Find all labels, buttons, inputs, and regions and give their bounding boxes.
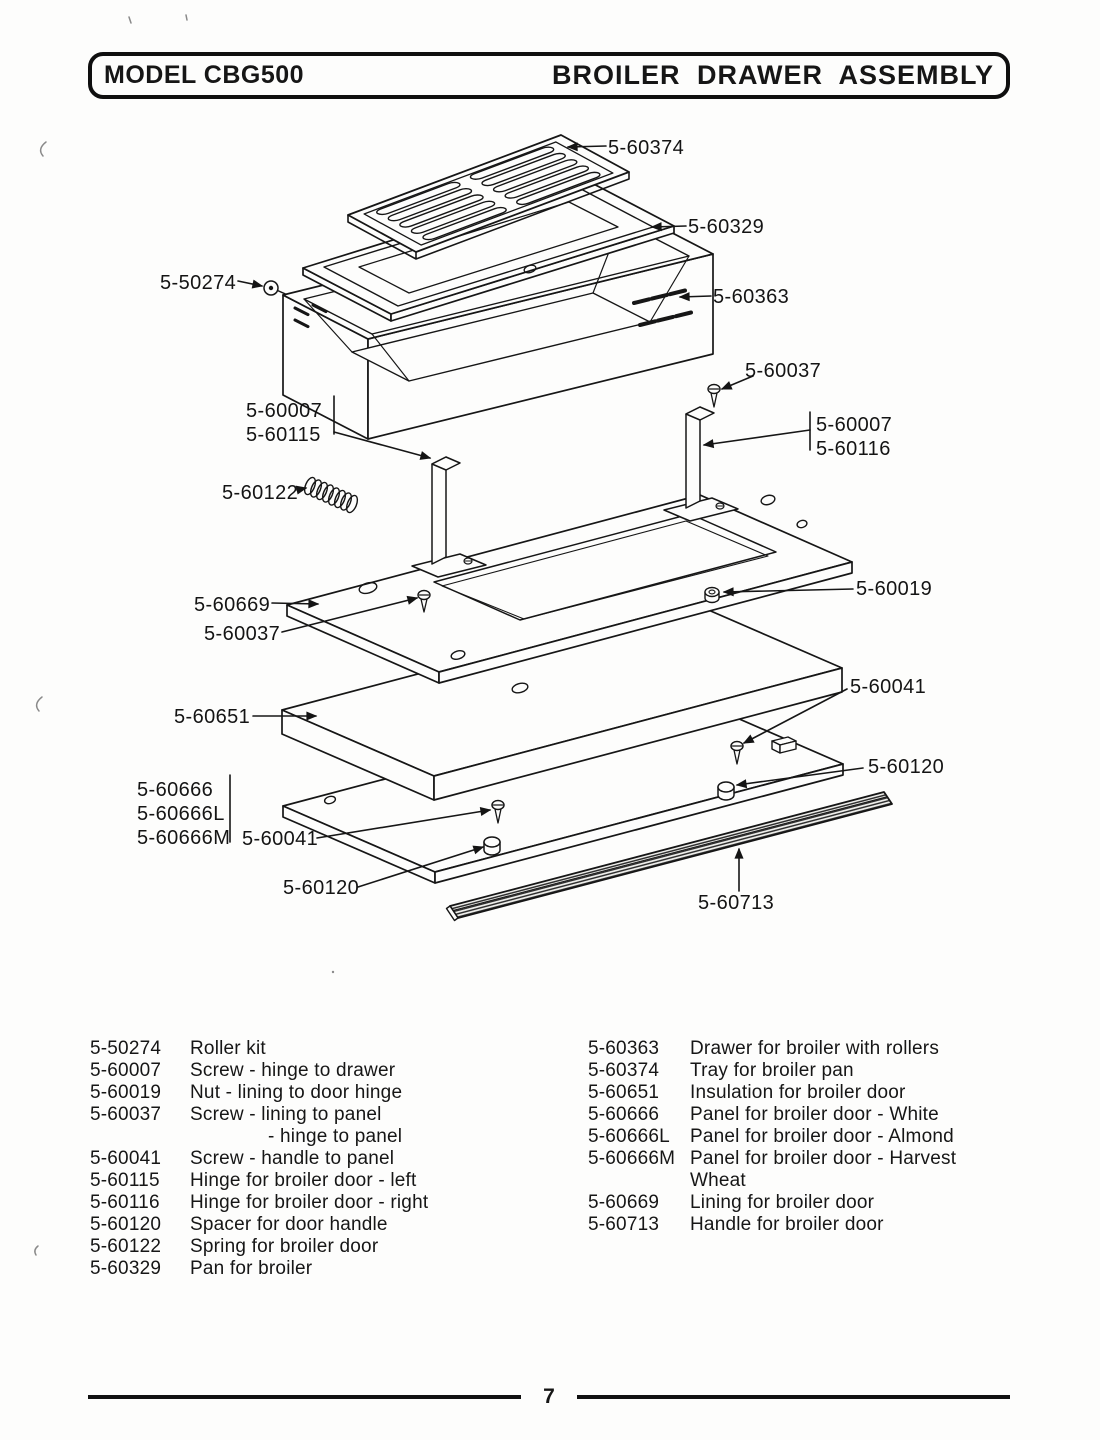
- part-description: Insulation for broiler door: [690, 1082, 906, 1103]
- part-number: 5-60666M: [588, 1148, 676, 1169]
- part-row-continuation: [588, 1170, 1093, 1192]
- part-row-continuation: [90, 1126, 570, 1148]
- part-description: Tray for broiler pan: [690, 1060, 854, 1081]
- footer-rule-left: [88, 1395, 521, 1399]
- model-label: MODEL CBG500: [104, 61, 305, 89]
- part-row: [90, 1236, 570, 1258]
- part-description: Panel for broiler door - Harvest: [690, 1148, 957, 1169]
- callout-label-screw-lining: 5-60037: [204, 623, 281, 645]
- callout-label-screw-right-hinge: 5-60007: [816, 414, 893, 436]
- callout-label-spacer-right: 5-60120: [868, 756, 945, 778]
- callout-label-handle: 5-60713: [698, 892, 775, 914]
- part-number: 5-60329: [90, 1258, 162, 1279]
- callout-label-nut: 5-60019: [856, 578, 933, 600]
- part-description: Nut - lining to door hinge: [190, 1082, 403, 1103]
- part-row: [588, 1148, 1093, 1170]
- part-row: [588, 1104, 1093, 1126]
- callout-label-spacer-left: 5-60120: [283, 877, 360, 899]
- part-row: [90, 1214, 570, 1236]
- part-number: 5-60037: [90, 1104, 162, 1125]
- part-description: Hinge for broiler door - left: [190, 1170, 417, 1191]
- part-description: Spring for broiler door: [190, 1236, 379, 1257]
- part-number: 5-60666L: [588, 1126, 670, 1147]
- part-row: [90, 1148, 570, 1170]
- part-description: Wheat: [690, 1170, 746, 1191]
- part-number: 5-60019: [90, 1082, 162, 1103]
- part-description: Roller kit: [190, 1038, 266, 1059]
- part-number: 5-60713: [588, 1214, 660, 1235]
- part-row: [588, 1192, 1093, 1214]
- part-row: [90, 1038, 570, 1060]
- callout-label-pan: 5-60329: [688, 216, 765, 238]
- part-row: [90, 1170, 570, 1192]
- part-row: [90, 1104, 570, 1126]
- part-description: Pan for broiler: [190, 1258, 313, 1279]
- part-row: [588, 1038, 1093, 1060]
- callout-label-insulation: 5-60651: [174, 706, 251, 728]
- footer-rule-right: [577, 1395, 1010, 1399]
- callout-label-screw-handle-left: 5-60041: [242, 828, 319, 850]
- part-number: 5-60363: [588, 1038, 660, 1059]
- part-number: 5-60116: [90, 1192, 160, 1213]
- parts-list-left: [90, 1038, 570, 1280]
- callout-label-drawer: 5-60363: [713, 286, 790, 308]
- callout-label-lining: 5-60669: [194, 594, 271, 616]
- part-number: 5-60041: [90, 1148, 162, 1169]
- part-number: 5-60007: [90, 1060, 162, 1081]
- page-footer: [88, 1385, 1010, 1409]
- part-row: [90, 1192, 570, 1214]
- spring-part: [302, 476, 359, 514]
- part-row: [90, 1258, 570, 1280]
- callout-label-screw-right: 5-60037: [745, 360, 822, 382]
- part-description: Screw - lining to panel: [190, 1104, 382, 1125]
- part-description: Screw - handle to panel: [190, 1148, 395, 1169]
- callout-label-screw-handle-right: 5-60041: [850, 676, 927, 698]
- part-description: Screw - hinge to drawer: [190, 1060, 396, 1081]
- part-description: Panel for broiler door - Almond: [690, 1126, 954, 1147]
- part-number: [588, 1170, 690, 1192]
- callout-label-screw-left-hinge: 5-60007: [246, 400, 323, 422]
- parts-list-right: [588, 1038, 1093, 1236]
- part-number: [90, 1126, 190, 1148]
- part-description: Panel for broiler door - White: [690, 1104, 939, 1125]
- part-number: 5-60122: [90, 1236, 162, 1257]
- page-title: BROILER DRAWER ASSEMBLY: [551, 60, 994, 90]
- part-description: - hinge to panel: [268, 1126, 403, 1147]
- part-row: [588, 1214, 1093, 1236]
- part-description: Spacer for door handle: [190, 1214, 388, 1235]
- callout-label-hinge-left: 5-60115: [246, 424, 321, 446]
- page-number: 7: [543, 1385, 555, 1408]
- hinge-right-part: [664, 385, 738, 522]
- callout-label-spring: 5-60122: [222, 482, 299, 504]
- callout-label-roller-kit: 5-50274: [160, 272, 237, 294]
- part-description: Hinge for broiler door - right: [190, 1192, 429, 1213]
- part-row: [90, 1060, 570, 1082]
- part-description: Lining for broiler door: [690, 1192, 875, 1213]
- part-row: [588, 1126, 1093, 1148]
- callout-label-tray: 5-60374: [608, 137, 685, 159]
- screw-hinge: [711, 393, 717, 407]
- part-description: Handle for broiler door: [690, 1214, 884, 1235]
- part-number: 5-60666: [588, 1104, 660, 1125]
- callout-label-panel-white: 5-60666: [137, 779, 214, 801]
- part-number: 5-60374: [588, 1060, 660, 1081]
- callout-label-panel-almond: 5-60666L: [137, 803, 225, 825]
- part-row: [588, 1082, 1093, 1104]
- callout-label-hinge-right: 5-60116: [816, 438, 891, 460]
- part-number: 5-60120: [90, 1214, 162, 1235]
- part-number: 5-60669: [588, 1192, 660, 1213]
- callout-label-panel-harvest: 5-60666M: [137, 827, 231, 849]
- part-number: 5-60651: [588, 1082, 660, 1103]
- part-number: 5-60115: [90, 1170, 160, 1191]
- part-row: [588, 1060, 1093, 1082]
- part-description: Drawer for broiler with rollers: [690, 1038, 940, 1059]
- part-row: [90, 1082, 570, 1104]
- part-number: 5-50274: [90, 1038, 162, 1059]
